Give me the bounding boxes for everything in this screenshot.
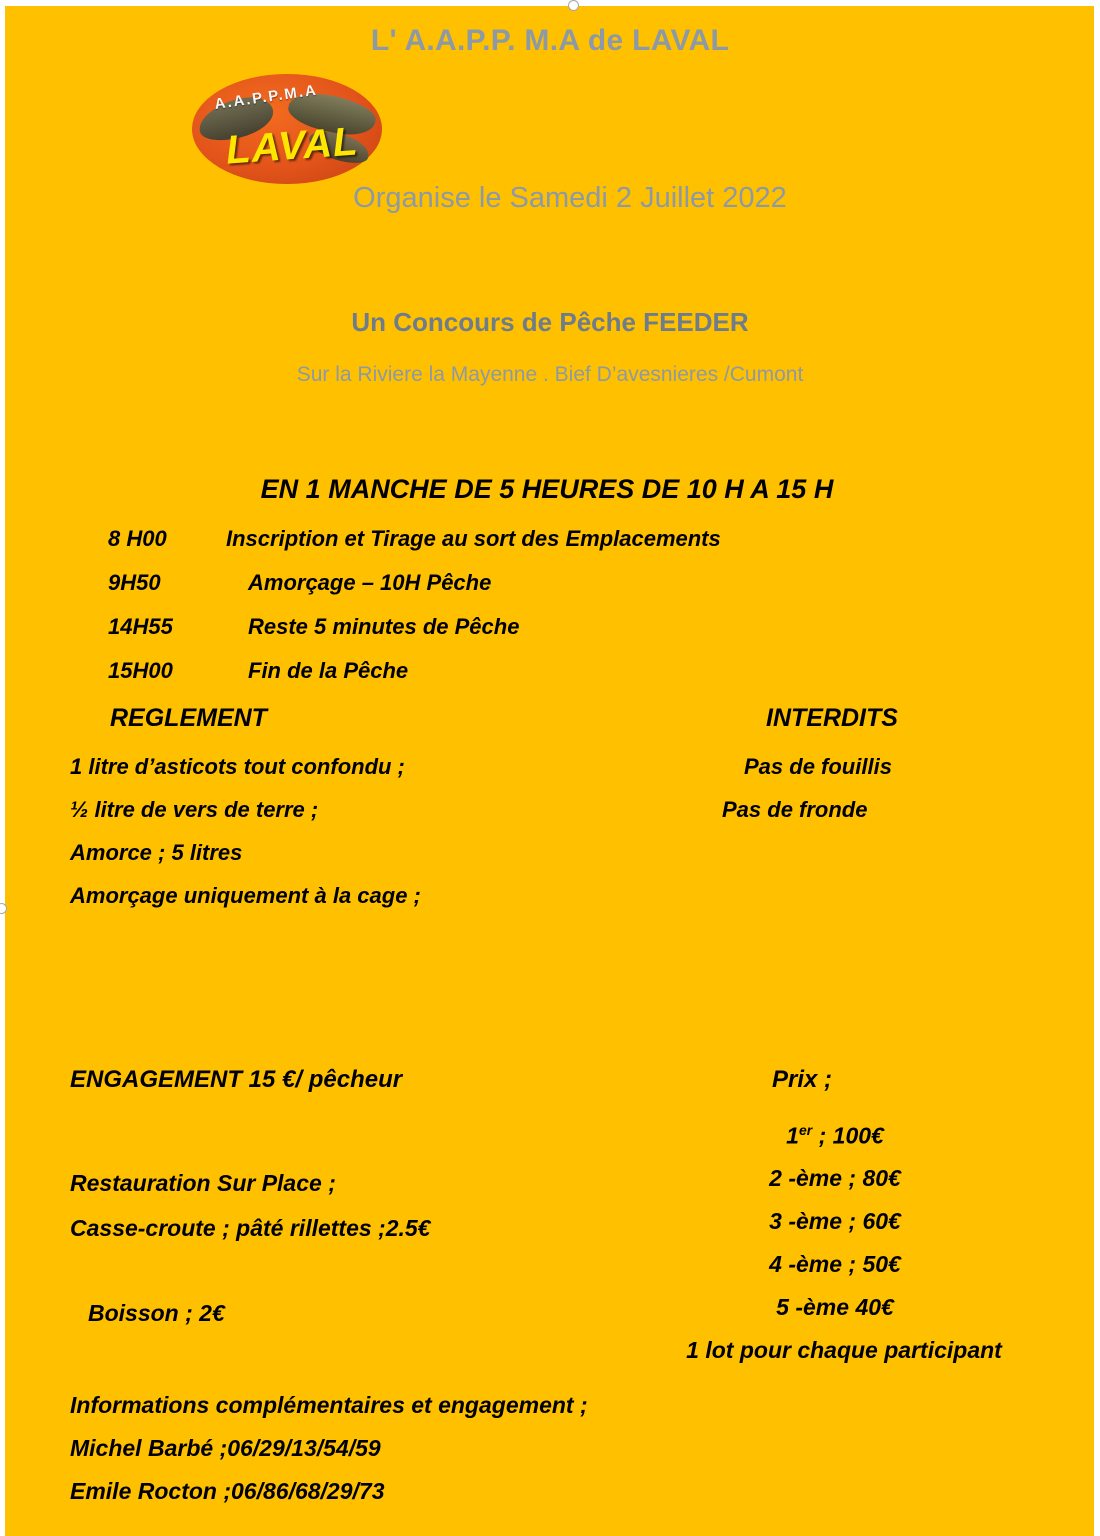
event-location: Sur la Riviere la Mayenne . Bief D’avesnieres /Cumont	[296, 363, 804, 386]
prix-rank: 2 -ème ;	[769, 1165, 863, 1191]
schedule-desc: Fin de la Pêche	[248, 658, 409, 683]
prix-rank: 3 -ème ;	[769, 1208, 863, 1234]
prix-amount: 80€	[862, 1165, 901, 1191]
boisson-line: Boisson ; 2€	[88, 1300, 225, 1326]
schedule-desc: Reste 5 minutes de Pêche	[248, 614, 520, 639]
prix-separator: ;	[812, 1122, 833, 1149]
prix-rank: 5 -ème	[776, 1294, 856, 1320]
schedule-row	[108, 658, 721, 702]
schedule-time: 9H50	[108, 570, 161, 595]
organization-title: L' A.A.P.P. M.A de LAVAL	[370, 24, 730, 57]
resize-handle-left[interactable]	[0, 903, 7, 914]
prix-heading: Prix ;	[772, 1066, 833, 1093]
logo-bottom-text: LAVAL	[224, 119, 360, 173]
schedule-list	[108, 526, 721, 702]
prix-item	[620, 1251, 1050, 1294]
prix-rank: 4 -ème ;	[769, 1251, 863, 1277]
prix-item	[620, 1294, 1050, 1337]
prix-rank-suffix: er	[798, 1122, 813, 1138]
logo-top-text: A.A.P.P.M.A	[213, 81, 319, 113]
aappma-laval-logo	[192, 74, 382, 184]
prix-amount: 40€	[855, 1294, 894, 1320]
reglement-heading: REGLEMENT	[110, 704, 267, 732]
reglement-item: Amorçage uniquement à la cage ;	[70, 883, 421, 908]
organise-line: Organise le Samedi 2 Juillet 2022	[353, 182, 787, 214]
resize-handle-top[interactable]	[568, 0, 579, 11]
schedule-row	[108, 570, 721, 614]
schedule-time: 8 H00	[108, 526, 167, 551]
prix-lot: 1 lot pour chaque participant	[686, 1337, 1002, 1363]
prix-amount: 60€	[862, 1208, 901, 1234]
interdits-item: Pas de fronde	[722, 797, 868, 822]
contact-line-michel: Michel Barbé ;06/29/13/54/59	[70, 1435, 381, 1461]
schedule-row	[108, 526, 721, 570]
prix-item	[620, 1122, 1050, 1165]
prix-amount: 50€	[862, 1251, 901, 1277]
prix-list	[620, 1122, 1050, 1380]
engagement-fee: ENGAGEMENT 15 €/ pêcheur	[70, 1066, 403, 1093]
reglement-list	[70, 754, 421, 926]
casse-croute-line: Casse-croute ; pâté rillettes ;2.5€	[70, 1215, 431, 1241]
event-title: Un Concours de Pêche FEEDER	[351, 307, 749, 337]
schedule-desc: Amorçage – 10H Pêche	[248, 570, 492, 595]
prix-item	[620, 1165, 1050, 1208]
contact-line-info: Informations complémentaires et engagement ;	[70, 1392, 588, 1418]
interdits-heading: INTERDITS	[766, 704, 898, 732]
interdits-list	[722, 754, 892, 840]
prix-amount: 100€	[832, 1122, 884, 1149]
schedule-row	[108, 614, 721, 658]
schedule-time: 15H00	[108, 658, 173, 683]
contact-block	[70, 1392, 588, 1521]
slide-right-border	[1094, 0, 1100, 1536]
schedule-time: 14H55	[108, 614, 173, 639]
event-format: EN 1 MANCHE DE 5 HEURES DE 10 H A 15 H	[260, 474, 834, 504]
reglement-item: Amorce ; 5 litres	[70, 840, 243, 865]
prix-item	[620, 1208, 1050, 1251]
slide-left-border	[0, 0, 5, 1536]
reglement-item: ½ litre de vers de terre ;	[70, 797, 319, 822]
slide-top-border	[0, 0, 1100, 6]
interdits-item: Pas de fouillis	[744, 754, 892, 779]
schedule-desc: Inscription et Tirage au sort des Emplacements	[226, 526, 721, 551]
contact-line-emile: Emile Rocton ;06/86/68/29/73	[70, 1478, 385, 1504]
reglement-item: 1 litre d’asticots tout confondu ;	[70, 754, 405, 779]
restauration-line: Restauration Sur Place ;	[70, 1170, 336, 1196]
prix-rank: 1	[786, 1122, 799, 1149]
